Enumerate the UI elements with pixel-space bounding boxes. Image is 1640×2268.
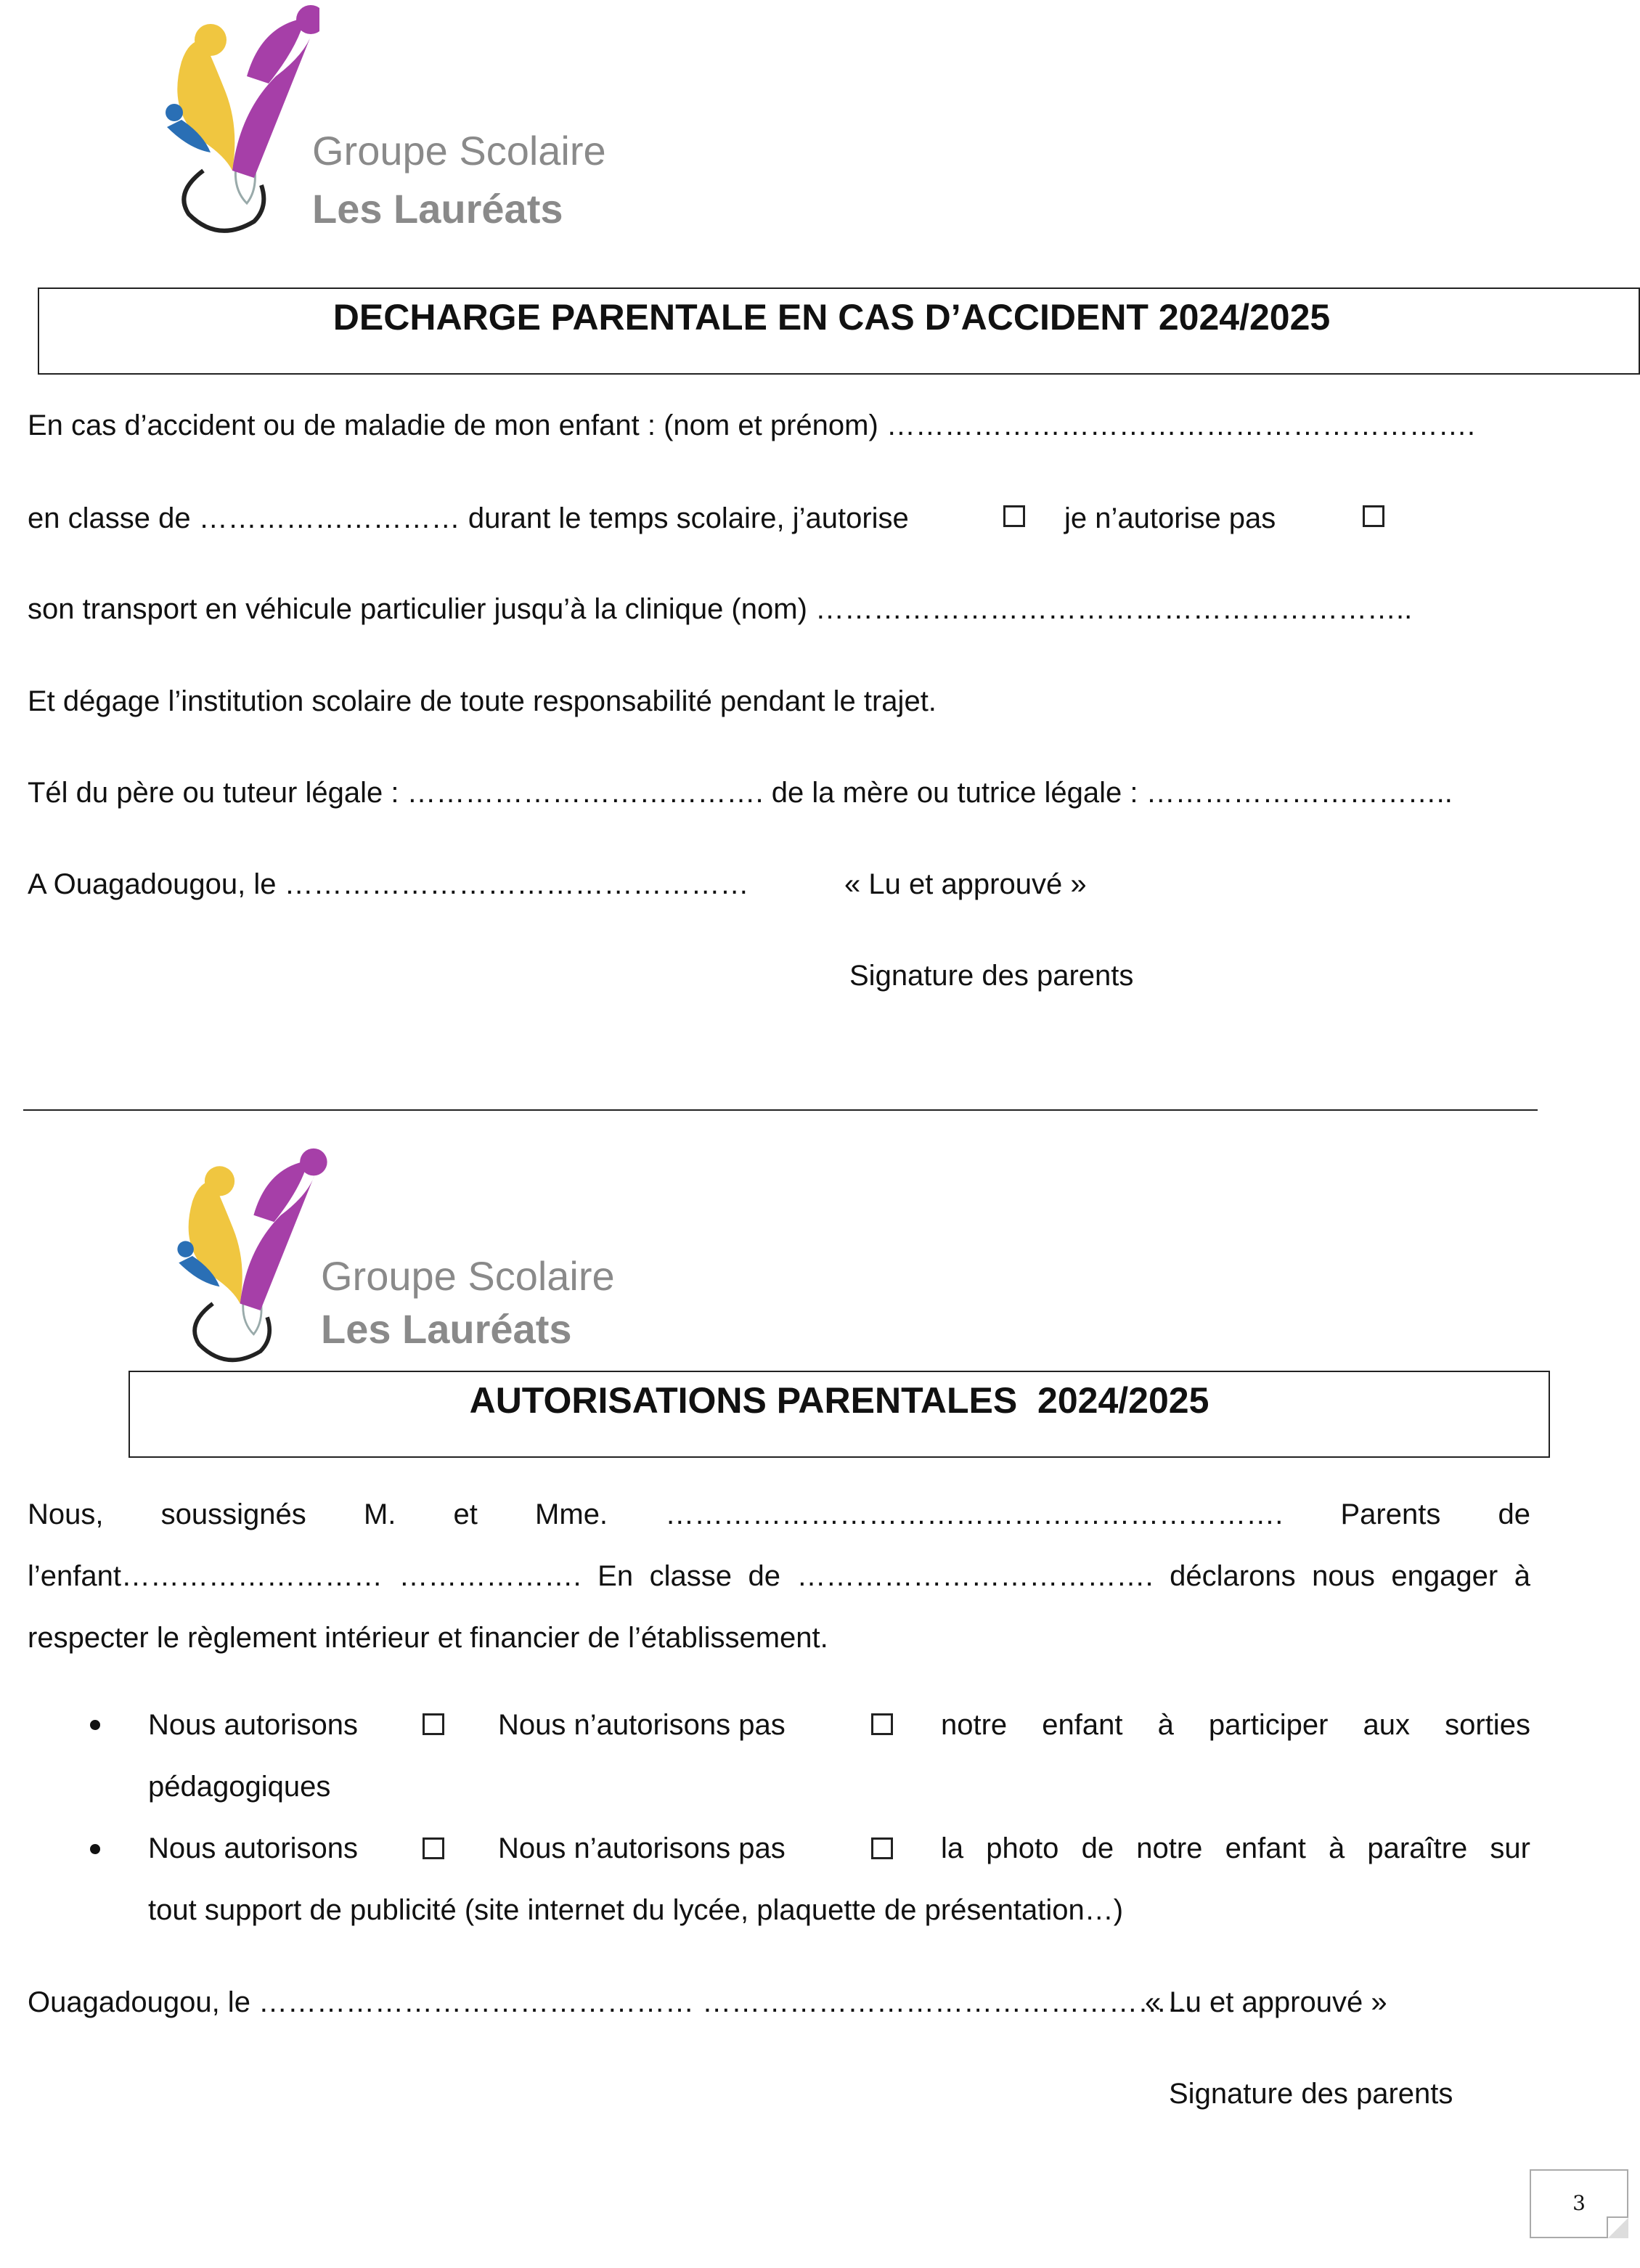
section2-date-line: Ouagadougou, le ……………………………………… …………………………………………… xyxy=(28,1986,1196,2018)
p1-word: Parents xyxy=(1340,1498,1441,1530)
p1-word: M. xyxy=(363,1498,396,1530)
b1-word: sorties xyxy=(1445,1709,1530,1741)
bullet1-not-authorize-label: Nous n’autorisons pas xyxy=(498,1709,786,1741)
section-divider xyxy=(23,1109,1538,1111)
p2-word: déclarons xyxy=(1170,1560,1296,1592)
section2-paragraph-line1 xyxy=(28,1497,1530,1532)
p2-word: nous xyxy=(1312,1560,1375,1592)
p2-word: ………………. xyxy=(399,1560,582,1592)
logo-school-name-line2: Les Lauréats xyxy=(312,186,563,232)
b1-word: notre xyxy=(941,1709,1008,1741)
section1-child-name-line: En cas d’accident ou de maladie de mon enfant : (nom et prénom) ……………………………………………………. xyxy=(28,409,1476,441)
p2-word: l’enfant……………………… xyxy=(28,1560,383,1592)
bullet2-authorize-checkbox[interactable] xyxy=(423,1837,444,1859)
section1-title: DECHARGE PARENTALE EN CAS D’ACCIDENT 2024/2025 xyxy=(333,297,1331,338)
school-logo-emblem-icon xyxy=(160,4,319,236)
p2-word: En xyxy=(597,1560,634,1592)
logo-school-name-line2: Les Lauréats xyxy=(321,1306,572,1352)
section1-not-authorize-label: je n’autorise pas xyxy=(1064,502,1276,534)
bullet1-rest-text xyxy=(941,1708,1530,1742)
bullet2-rest-text: la photo de notre enfant à paraître sur xyxy=(941,1832,1530,1864)
p2-word: engager xyxy=(1391,1560,1498,1592)
p1-word: de xyxy=(1498,1498,1530,1530)
b1-word: participer xyxy=(1208,1709,1329,1741)
bullet-1 xyxy=(90,1720,100,1730)
section1-approved-label: « Lu et approuvé » xyxy=(844,868,1087,900)
school-logo-emblem-icon xyxy=(160,1147,334,1365)
bullet2-not-authorize-checkbox[interactable] xyxy=(871,1837,893,1859)
bullet1-authorize-label: Nous autorisons xyxy=(148,1709,359,1741)
section2-approved-label: « Lu et approuvé » xyxy=(1145,1986,1387,2018)
page-number-box xyxy=(1530,2169,1628,2238)
bullet-2 xyxy=(90,1844,100,1854)
school-logo xyxy=(160,4,606,236)
section1-date-line: A Ouagadougou, le ………………………………………… xyxy=(28,868,749,900)
p1-word: soussignés xyxy=(160,1498,306,1530)
page-number: 3 xyxy=(1572,2191,1586,2215)
section2-signature-label: Signature des parents xyxy=(1169,2078,1453,2110)
page-fold-icon xyxy=(1607,2216,1628,2238)
authorize-transport-checkbox[interactable] xyxy=(1003,505,1025,527)
p1-word: Mme. xyxy=(535,1498,608,1530)
section2-paragraph-line3: respecter le règlement intérieur et financier de l’établissement. xyxy=(28,1622,828,1654)
p2-word: à xyxy=(1514,1560,1530,1592)
p2-word: classe xyxy=(649,1560,732,1592)
p1-word: et xyxy=(453,1498,478,1530)
logo-school-name-line1: Groupe Scolaire xyxy=(321,1253,615,1299)
section2-title: AUTORISATIONS PARENTALES 2024/2025 xyxy=(469,1380,1209,1421)
section1-liability-line: Et dégage l’institution scolaire de toute responsabilité pendant le trajet. xyxy=(28,685,937,717)
bullet2-line2: tout support de publicité (site internet du lycée, plaquette de présentation…) xyxy=(148,1894,1124,1926)
bullet1-line2: pédagogiques xyxy=(148,1771,331,1803)
section2-paragraph-line2 xyxy=(28,1559,1530,1594)
b1-word: aux xyxy=(1363,1709,1411,1741)
b1-word: enfant xyxy=(1042,1709,1123,1741)
p1-word: Nous, xyxy=(28,1498,104,1530)
school-logo-2 xyxy=(160,1147,624,1365)
bullet1-authorize-checkbox[interactable] xyxy=(423,1713,444,1735)
p2-word: de xyxy=(748,1560,780,1592)
section1-class-line: en classe de ……………………… durant le temps scolaire, j’autorise xyxy=(28,502,909,534)
p1-word: ………………………………………………………. xyxy=(665,1498,1284,1530)
not-authorize-transport-checkbox[interactable] xyxy=(1363,505,1384,527)
section1-signature-label: Signature des parents xyxy=(849,960,1134,992)
p2-word: ………………………………. xyxy=(796,1560,1154,1592)
section1-transport-line: son transport en véhicule particulier jusqu’à la clinique (nom) …………………………………………………….. xyxy=(28,593,1413,625)
section1-phone-line: Tél du père ou tuteur légale : ………………………………. de la mère ou tutrice légale : ………………………….. xyxy=(28,777,1453,809)
bullet2-not-authorize-label: Nous n’autorisons pas xyxy=(498,1832,786,1864)
section1-title-box xyxy=(38,287,1640,375)
bullet2-authorize-label: Nous autorisons xyxy=(148,1832,359,1864)
section2-title-box xyxy=(128,1371,1550,1458)
bullet1-not-authorize-checkbox[interactable] xyxy=(871,1713,893,1735)
b1-word: à xyxy=(1157,1709,1174,1741)
logo-school-name-line1: Groupe Scolaire xyxy=(312,128,606,174)
